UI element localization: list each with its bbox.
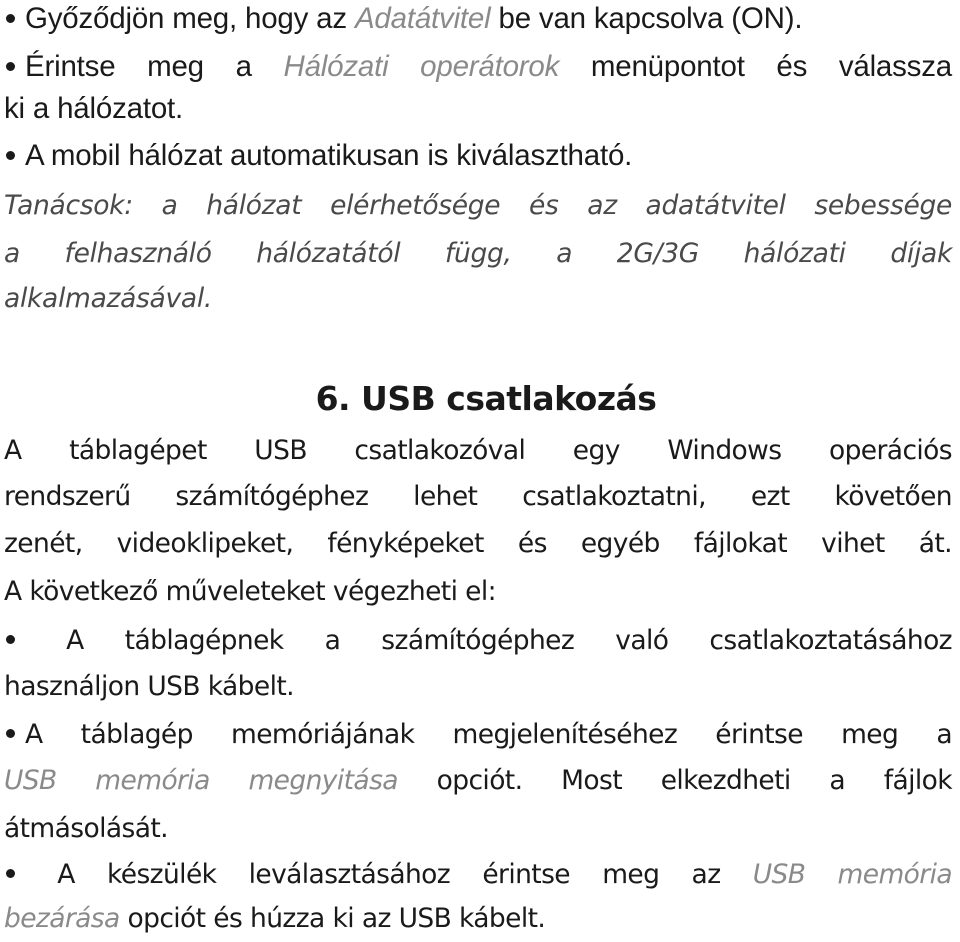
bullet-icon (6, 151, 15, 160)
bullet-network-operators-cont: ki a hálózatot. (4, 92, 184, 125)
close-usb-memory-link-part1[interactable]: USB memória (752, 859, 952, 890)
usb-bullet-open-memory-cont2: átmásolását. (4, 813, 168, 844)
usb-bullet-open-memory-cont: USB memória megnyitása opciót. Most elkezdheti a fájlok (4, 765, 952, 796)
bullet-icon (6, 869, 15, 878)
bullet-icon (6, 62, 15, 71)
tip-line-1: Tanácsok: a hálózat elérhetősége és az adatátvitel sebessége (4, 190, 952, 221)
usb-bullet-connect: A táblagépnek a számítógéphez való csatlakoztatásához (4, 618, 952, 664)
bullet-icon (6, 635, 15, 644)
bullet-network-operators: Érintse meg a Hálózati operátorok menüpontot és válassza (4, 44, 952, 90)
para-line-3: zenét, videoklipeket, fényképeket és egyéb fájlokat vihet át. (4, 528, 952, 559)
tip-line-3: alkalmazásával. (4, 283, 213, 314)
para-line-4: A következő műveleteket végezheti el: (4, 576, 496, 607)
bullet-auto-network: A mobil hálózat automatikusan is kiválasztható. (4, 133, 952, 179)
para-line-2: rendszerű számítógéphez lehet csatlakoztatni, ezt követően (4, 481, 952, 512)
usb-bullet-close-memory: A készülék leválasztásához érintse meg az USB memória (4, 852, 952, 898)
usb-bullet-close-memory-cont: bezárása opciót és húzza ki az USB kábelt. (4, 903, 546, 934)
usb-bullet-connect-cont: használjon USB kábelt. (4, 671, 294, 702)
data-transfer-link[interactable]: Adatátvitel (354, 2, 491, 35)
bullet-icon (6, 729, 15, 738)
bullet-data-transfer: Győződjön meg, hogy az Adatátvitel be van kapcsolva (ON). (4, 0, 952, 42)
bullet-icon (6, 14, 15, 23)
open-usb-memory-link[interactable]: USB memória megnyitása (4, 765, 398, 796)
usb-bullet-open-memory: A táblagép memóriájának megjelenítéséhez érintse meg a (4, 712, 952, 758)
section-heading: 6. USB csatlakozás (315, 379, 657, 418)
network-operators-link[interactable]: Hálózati operátorok (283, 50, 560, 83)
para-line-1: A táblagépet USB csatlakozóval egy Windows operációs (4, 435, 952, 466)
tip-line-2: a felhasználó hálózatától függ, a 2G/3G hálózati díjak (4, 238, 952, 269)
close-usb-memory-link-part2[interactable]: bezárása (4, 903, 120, 934)
